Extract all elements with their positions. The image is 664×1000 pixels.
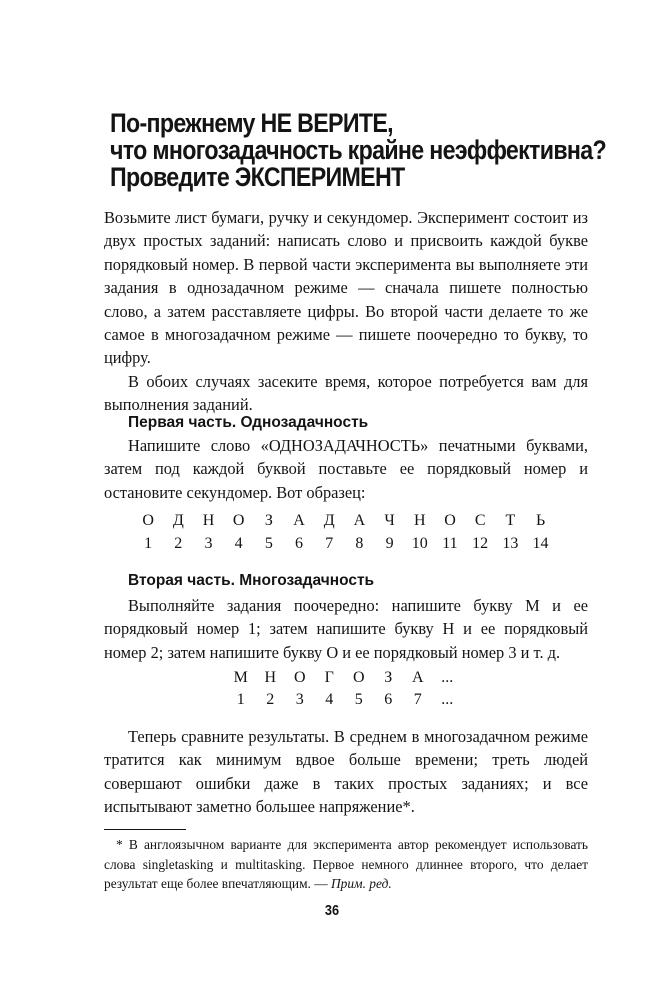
number-cell: 2 — [174, 535, 183, 552]
part2-numbers-row — [226, 688, 462, 712]
page-heading — [110, 108, 606, 192]
part1-title: Первая часть. Однозадачность — [128, 414, 369, 431]
conclusion-paragraph: Теперь сравните результаты. В среднем в многозадачном режиме тратится как минимум вдвое больше времени; треть людей совершают ошибки даже в таких простых заданиях; и все испытывают заметно большее напряжение*. — [104, 727, 588, 817]
number-cell: 10 — [411, 535, 428, 552]
letter-cell: З — [384, 669, 393, 686]
letter-cell: А — [293, 512, 305, 529]
letter-cell: Г — [324, 669, 334, 686]
number-cell: 5 — [264, 535, 273, 552]
intro-paragraph: Возьмите лист бумаги, ручку и секундомер. Эксперимент состоит из двух простых заданий: написать слово и присвоить каждой букве порядковый номер. В первой части эксперимента вы выполняете эти задания в однозадачном режиме — сначала пишете полностью слово, а затем расставляете цифры. Во второй части делаете то же самое в многозадачном режиме — пишете поочередно то букву, то цифру. — [104, 208, 588, 368]
heading-line: Проведите ЭКСПЕРИМЕНТ — [110, 162, 405, 192]
number-cell: 4 — [325, 691, 334, 708]
footnote — [104, 835, 588, 894]
letter-cell: Ч — [384, 512, 395, 529]
part1-paragraph: Напишите слово «ОДНОЗАДАЧНОСТЬ» печатными буквами, затем под каждой буквой поставьте ее порядковый номер и остановите секундомер. Вот образец: — [104, 436, 588, 502]
number-cell: 6 — [384, 691, 393, 708]
letter-cell: А — [353, 512, 366, 529]
number-cell: 11 — [442, 535, 458, 552]
conclusion-section — [104, 725, 588, 819]
letter-cell: Н — [414, 512, 426, 529]
letter-cell: Н — [264, 669, 277, 686]
page-number: 36 — [324, 902, 340, 919]
letter-cell: Д — [323, 512, 335, 529]
part2-section — [104, 594, 588, 664]
footnote-divider — [104, 829, 186, 830]
number-cell: 8 — [355, 535, 364, 552]
letter-cell: О — [444, 512, 456, 529]
number-cell: 9 — [385, 535, 394, 552]
letter-cell: С — [474, 512, 486, 529]
letter-cell: Т — [505, 512, 516, 529]
letter-cell: ... — [441, 669, 454, 686]
letter-cell: А — [411, 669, 424, 686]
number-cell: 3 — [295, 691, 304, 708]
letter-cell: О — [293, 669, 306, 686]
footnote-text: * В англоязычном варианте для эксперимента автор рекомендует использовать слова singletasking и multitasking. Первое немного длиннее второго, что делает результат еще более впечатляющим. — — [104, 837, 588, 891]
number-cell: ... — [441, 691, 454, 708]
number-cell: 5 — [354, 691, 363, 708]
letter-cell: О — [142, 512, 154, 529]
letter-cell: О — [352, 669, 365, 686]
heading-line: что многозадачность крайне неэффективна? — [110, 135, 606, 165]
letter-cell: М — [233, 669, 248, 686]
part1-numbers-row — [133, 532, 556, 556]
number-cell: 1 — [144, 535, 153, 552]
letter-cell: О — [232, 512, 245, 529]
letter-cell: Н — [202, 512, 215, 529]
part2-title: Вторая часть. Многозадачность — [128, 572, 375, 589]
heading-line: По-прежнему НЕ ВЕРИТЕ, — [110, 108, 393, 138]
number-cell: 7 — [325, 535, 334, 552]
number-cell: 6 — [295, 535, 304, 552]
part2-letters-row — [226, 666, 462, 690]
number-cell: 7 — [413, 691, 422, 708]
number-cell: 1 — [236, 691, 245, 708]
letter-cell: Д — [172, 512, 184, 529]
number-cell: 13 — [502, 535, 519, 552]
number-cell: 3 — [204, 535, 213, 552]
intro-paragraph: В обоих случаях засеките время, которое потребуется вам для выполнения заданий. — [104, 371, 588, 415]
part1-letters-row — [133, 509, 556, 533]
letter-cell: З — [264, 512, 273, 529]
intro-section — [104, 206, 588, 417]
number-cell: 12 — [472, 535, 489, 552]
part1-section — [104, 434, 588, 504]
part2-paragraph: Выполняйте задания поочередно: напишите букву М и ее порядковый номер 1; затем напишите букву Н и ее порядковый номер 2; затем напишите букву О и ее порядковый номер 3 и т. д. — [104, 596, 588, 662]
number-cell: 4 — [234, 535, 243, 552]
number-cell: 2 — [266, 691, 275, 708]
number-cell: 14 — [532, 535, 549, 552]
footnote-editor-note: Прим. ред. — [330, 876, 392, 891]
letter-cell: Ь — [535, 512, 546, 529]
